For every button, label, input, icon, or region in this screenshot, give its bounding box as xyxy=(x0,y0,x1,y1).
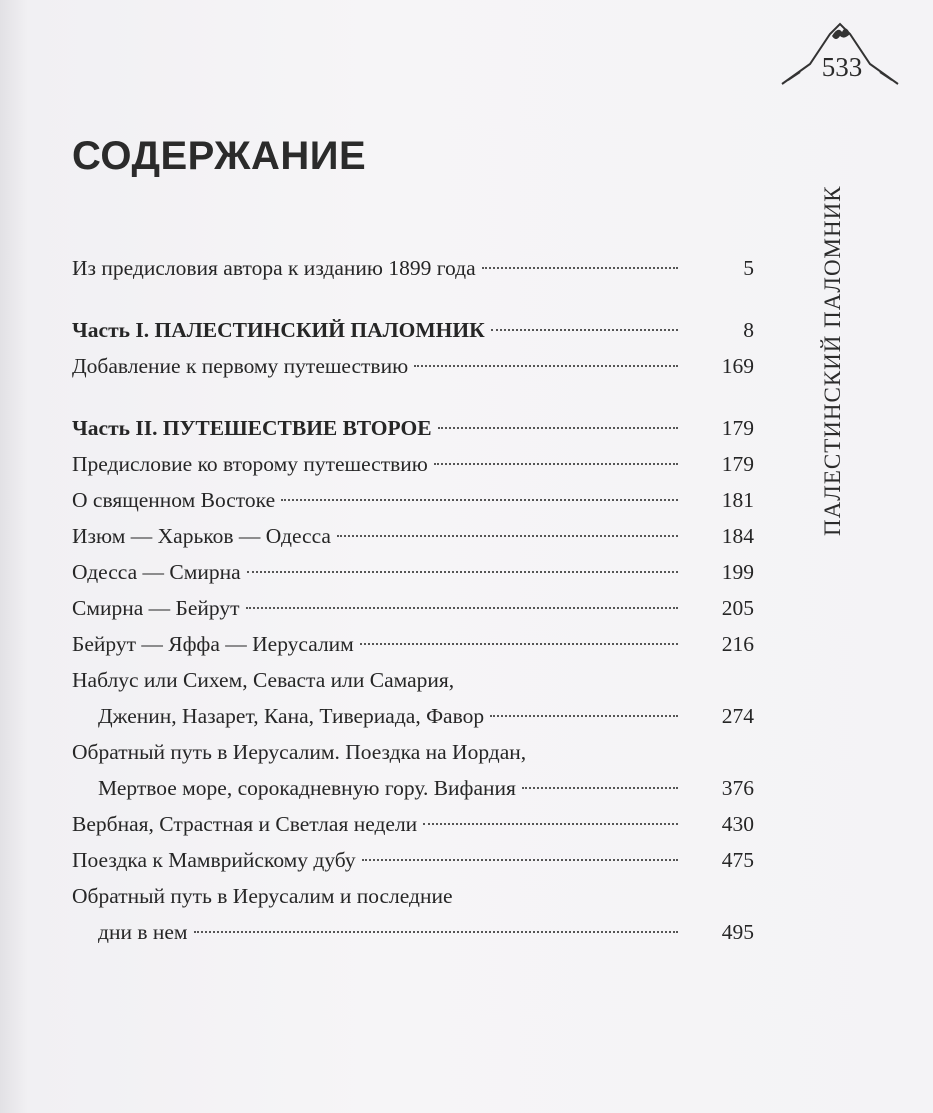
toc-entry-label: Мертвое море, сорокадневную гору. Вифания xyxy=(98,776,516,800)
leader-dots xyxy=(490,715,678,717)
toc-entry-label: Обратный путь в Иерусалим. Поездка на Иордан, xyxy=(72,740,527,764)
toc-entry-label: Одесса — Смирна xyxy=(72,560,241,584)
toc-entry[interactable] xyxy=(72,590,754,626)
leader-dots xyxy=(194,931,678,933)
leader-dots xyxy=(360,643,678,645)
leader-dots xyxy=(482,267,678,269)
toc-entry[interactable] xyxy=(72,626,754,662)
toc-entry-page: 8 xyxy=(743,318,754,342)
leader-dots xyxy=(438,427,678,429)
toc-entry-label: Изюм — Харьков — Одесса xyxy=(72,524,331,548)
toc-part-heading[interactable] xyxy=(72,312,754,348)
toc-entry-label: О священном Востоке xyxy=(72,488,276,512)
leader-dots xyxy=(337,535,678,537)
leader-dots xyxy=(246,607,678,609)
toc-entry[interactable] xyxy=(72,518,754,554)
toc-entry-page: 181 xyxy=(721,488,754,512)
toc-entry-page: 274 xyxy=(721,704,754,728)
toc-entry-page: 199 xyxy=(721,560,754,584)
toc-entry-page: 376 xyxy=(721,776,754,800)
toc-entry[interactable] xyxy=(72,482,754,518)
leader-dots xyxy=(414,365,678,367)
toc-entry-page: 475 xyxy=(721,848,754,872)
page-number: 533 xyxy=(821,52,863,82)
toc-entry-page: 179 xyxy=(721,452,754,476)
leader-dots xyxy=(434,463,678,465)
toc-entry-label: Часть II. ПУТЕШЕСТВИЕ ВТОРОЕ xyxy=(72,416,432,440)
toc-entry-label: Бейрут — Яффа — Иерусалим xyxy=(72,632,354,656)
toc-entry-second-line[interactable] xyxy=(72,698,754,734)
toc-entry[interactable] xyxy=(72,806,754,842)
leader-dots xyxy=(362,859,678,861)
toc-entry-label: Добавление к первому путешествию xyxy=(72,354,409,378)
toc-entry-label: Дженин, Назарет, Кана, Тивериада, Фавор xyxy=(98,704,485,728)
toc-entry-page: 5 xyxy=(743,256,754,280)
table-of-contents xyxy=(72,250,754,950)
toc-entry-label: Наблус или Сихем, Севаста или Самария, xyxy=(72,668,455,692)
toc-entry[interactable] xyxy=(72,446,754,482)
toc-entry-page: 495 xyxy=(721,920,754,944)
toc-entry-first-line[interactable] xyxy=(72,662,754,698)
toc-entry-first-line[interactable] xyxy=(72,734,754,770)
toc-entry[interactable] xyxy=(72,348,754,384)
toc-entry-label: Обратный путь в Иерусалим и последние xyxy=(72,884,453,908)
toc-entry-page: 205 xyxy=(721,596,754,620)
toc-entry-label: Смирна — Бейрут xyxy=(72,596,240,620)
leader-dots xyxy=(491,329,678,331)
toc-entry-label: Поездка к Мамврийскому дубу xyxy=(72,848,356,872)
toc-entry-label: Часть I. ПАЛЕСТИНСКИЙ ПАЛОМНИК xyxy=(72,318,485,342)
page-title: СОДЕРЖАНИЕ xyxy=(72,134,367,178)
toc-entry-second-line[interactable] xyxy=(72,914,754,950)
toc-entry-page: 184 xyxy=(721,524,754,548)
toc-part-heading[interactable] xyxy=(72,410,754,446)
running-head: ПАЛЕСТИНСКИЙ ПАЛОМНИК xyxy=(820,185,845,536)
toc-entry-label: Из предисловия автора к изданию 1899 года xyxy=(72,256,476,280)
leader-dots xyxy=(522,787,678,789)
leader-dots xyxy=(281,499,678,501)
toc-entry-page: 169 xyxy=(721,354,754,378)
leader-dots xyxy=(247,571,678,573)
toc-entry[interactable] xyxy=(72,842,754,878)
toc-entry-page: 430 xyxy=(721,812,754,836)
toc-entry-label: дни в нем xyxy=(98,920,188,944)
toc-entry-second-line[interactable] xyxy=(72,770,754,806)
toc-entry-page: 179 xyxy=(721,416,754,440)
toc-entry[interactable] xyxy=(72,554,754,590)
toc-entry-label: Предисловие ко второму путешествию xyxy=(72,452,428,476)
toc-entry-first-line[interactable] xyxy=(72,878,754,914)
toc-entry[interactable] xyxy=(72,250,754,286)
leader-dots xyxy=(423,823,678,825)
toc-entry-label: Вербная, Страстная и Светлая недели xyxy=(72,812,418,836)
toc-entry-page: 216 xyxy=(721,632,754,656)
